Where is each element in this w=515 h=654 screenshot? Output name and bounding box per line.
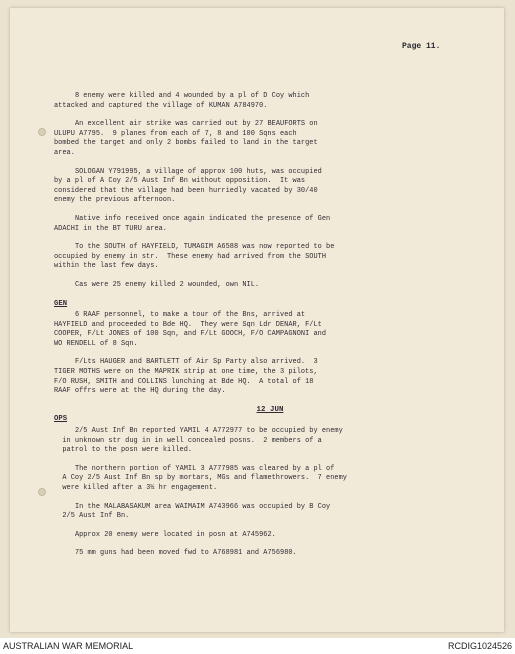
document-body — [54, 92, 486, 568]
paragraph: 75 mm guns had been moved fwd to A768981 and A756980. — [54, 549, 297, 558]
paragraph: F/Lts HAUGER and BARTLETT of Air Sp Party also arrived. 3 TIGER MOTHS were on the MAPRIK strip at one time, the 3 pilots, F/O RUSH, SMITH and COLLINS lunching at Bde HQ. A total of 18 RAAF offrs were at the HQ during the day. — [54, 358, 318, 396]
archive-footer — [0, 638, 515, 654]
paragraph: 6 RAAF personnel, to make a tour of the Bns, arrived at HAYFIELD and proceeded to Bde HQ. They were Sqn Ldr DENAR, F/Lt COOPER, F/Lt JONES of 100 Sqn, and F/Lt GOOCH, F/O CAMPAGNONI and WO RENDELL of 8 Sqn. — [54, 311, 327, 348]
section-heading-gen: GEN — [54, 299, 68, 308]
punch-hole — [38, 488, 46, 496]
paragraph: The northern portion of YAMIL 3 A777985 was cleared by a pl of A Coy 2/5 Aust Inf Bn sp by mortars, MGs and flamethrowers. 7 enemy were killed after a 3½ hr engagement. — [62, 464, 347, 492]
date-heading: 12 JUN — [256, 405, 284, 414]
paragraph: Native info received once again indicated the presence of Gen ADACHI in the BT TURU area. — [54, 214, 331, 233]
paragraph: To the SOUTH of HAYFIELD, TUMAGIM A6588 was now reported to be occupied by enemy in str. These enemy had arrived from the SOUTH within the last few days. — [54, 243, 335, 271]
punch-hole — [38, 128, 46, 136]
page-number: Page 11. — [402, 42, 441, 51]
paragraph: Approx 20 enemy were located in posn at A745962. — [54, 530, 276, 539]
paragraph: 2/5 Aust Inf Bn reported YAMIL 4 A772977 to be occupied by enemy in unknown str dug in in well concealed posns. 2 members of a patrol to the posn were killed. — [62, 427, 343, 455]
paragraph: An excellent air strike was carried out by 27 BEAUFORTS on ULUPU A7795. 9 planes from each of 7, 8 and 100 Sqns each bombed the target and only 2 bombs failed to land in the target area. — [54, 120, 318, 157]
paragraph: 8 enemy were killed and 4 wounded by a pl of D Coy which attacked and captured the village of KUMAN A784970. — [54, 92, 310, 110]
section-heading-ops: OPS — [54, 415, 68, 424]
archive-source: AUSTRALIAN WAR MEMORIAL — [3, 641, 134, 651]
paragraph: SOLOGAN Y791995, a village of approx 100 huts, was occupied by a pl of A Coy 2/5 Aust Inf Bn without opposition. It was considered that the village had been hurriedly vacated by 30/40 enemy the previous afternoon. — [54, 167, 322, 205]
record-id: RCDIG1024526 — [447, 641, 512, 651]
paragraph: In the MALABASAKUM area WAIMAIM A743966 was occupied by B Coy 2/5 Aust Inf Bn. — [62, 502, 331, 521]
paragraph: Cas were 25 enemy killed 2 wounded, own NIL. — [54, 280, 260, 289]
